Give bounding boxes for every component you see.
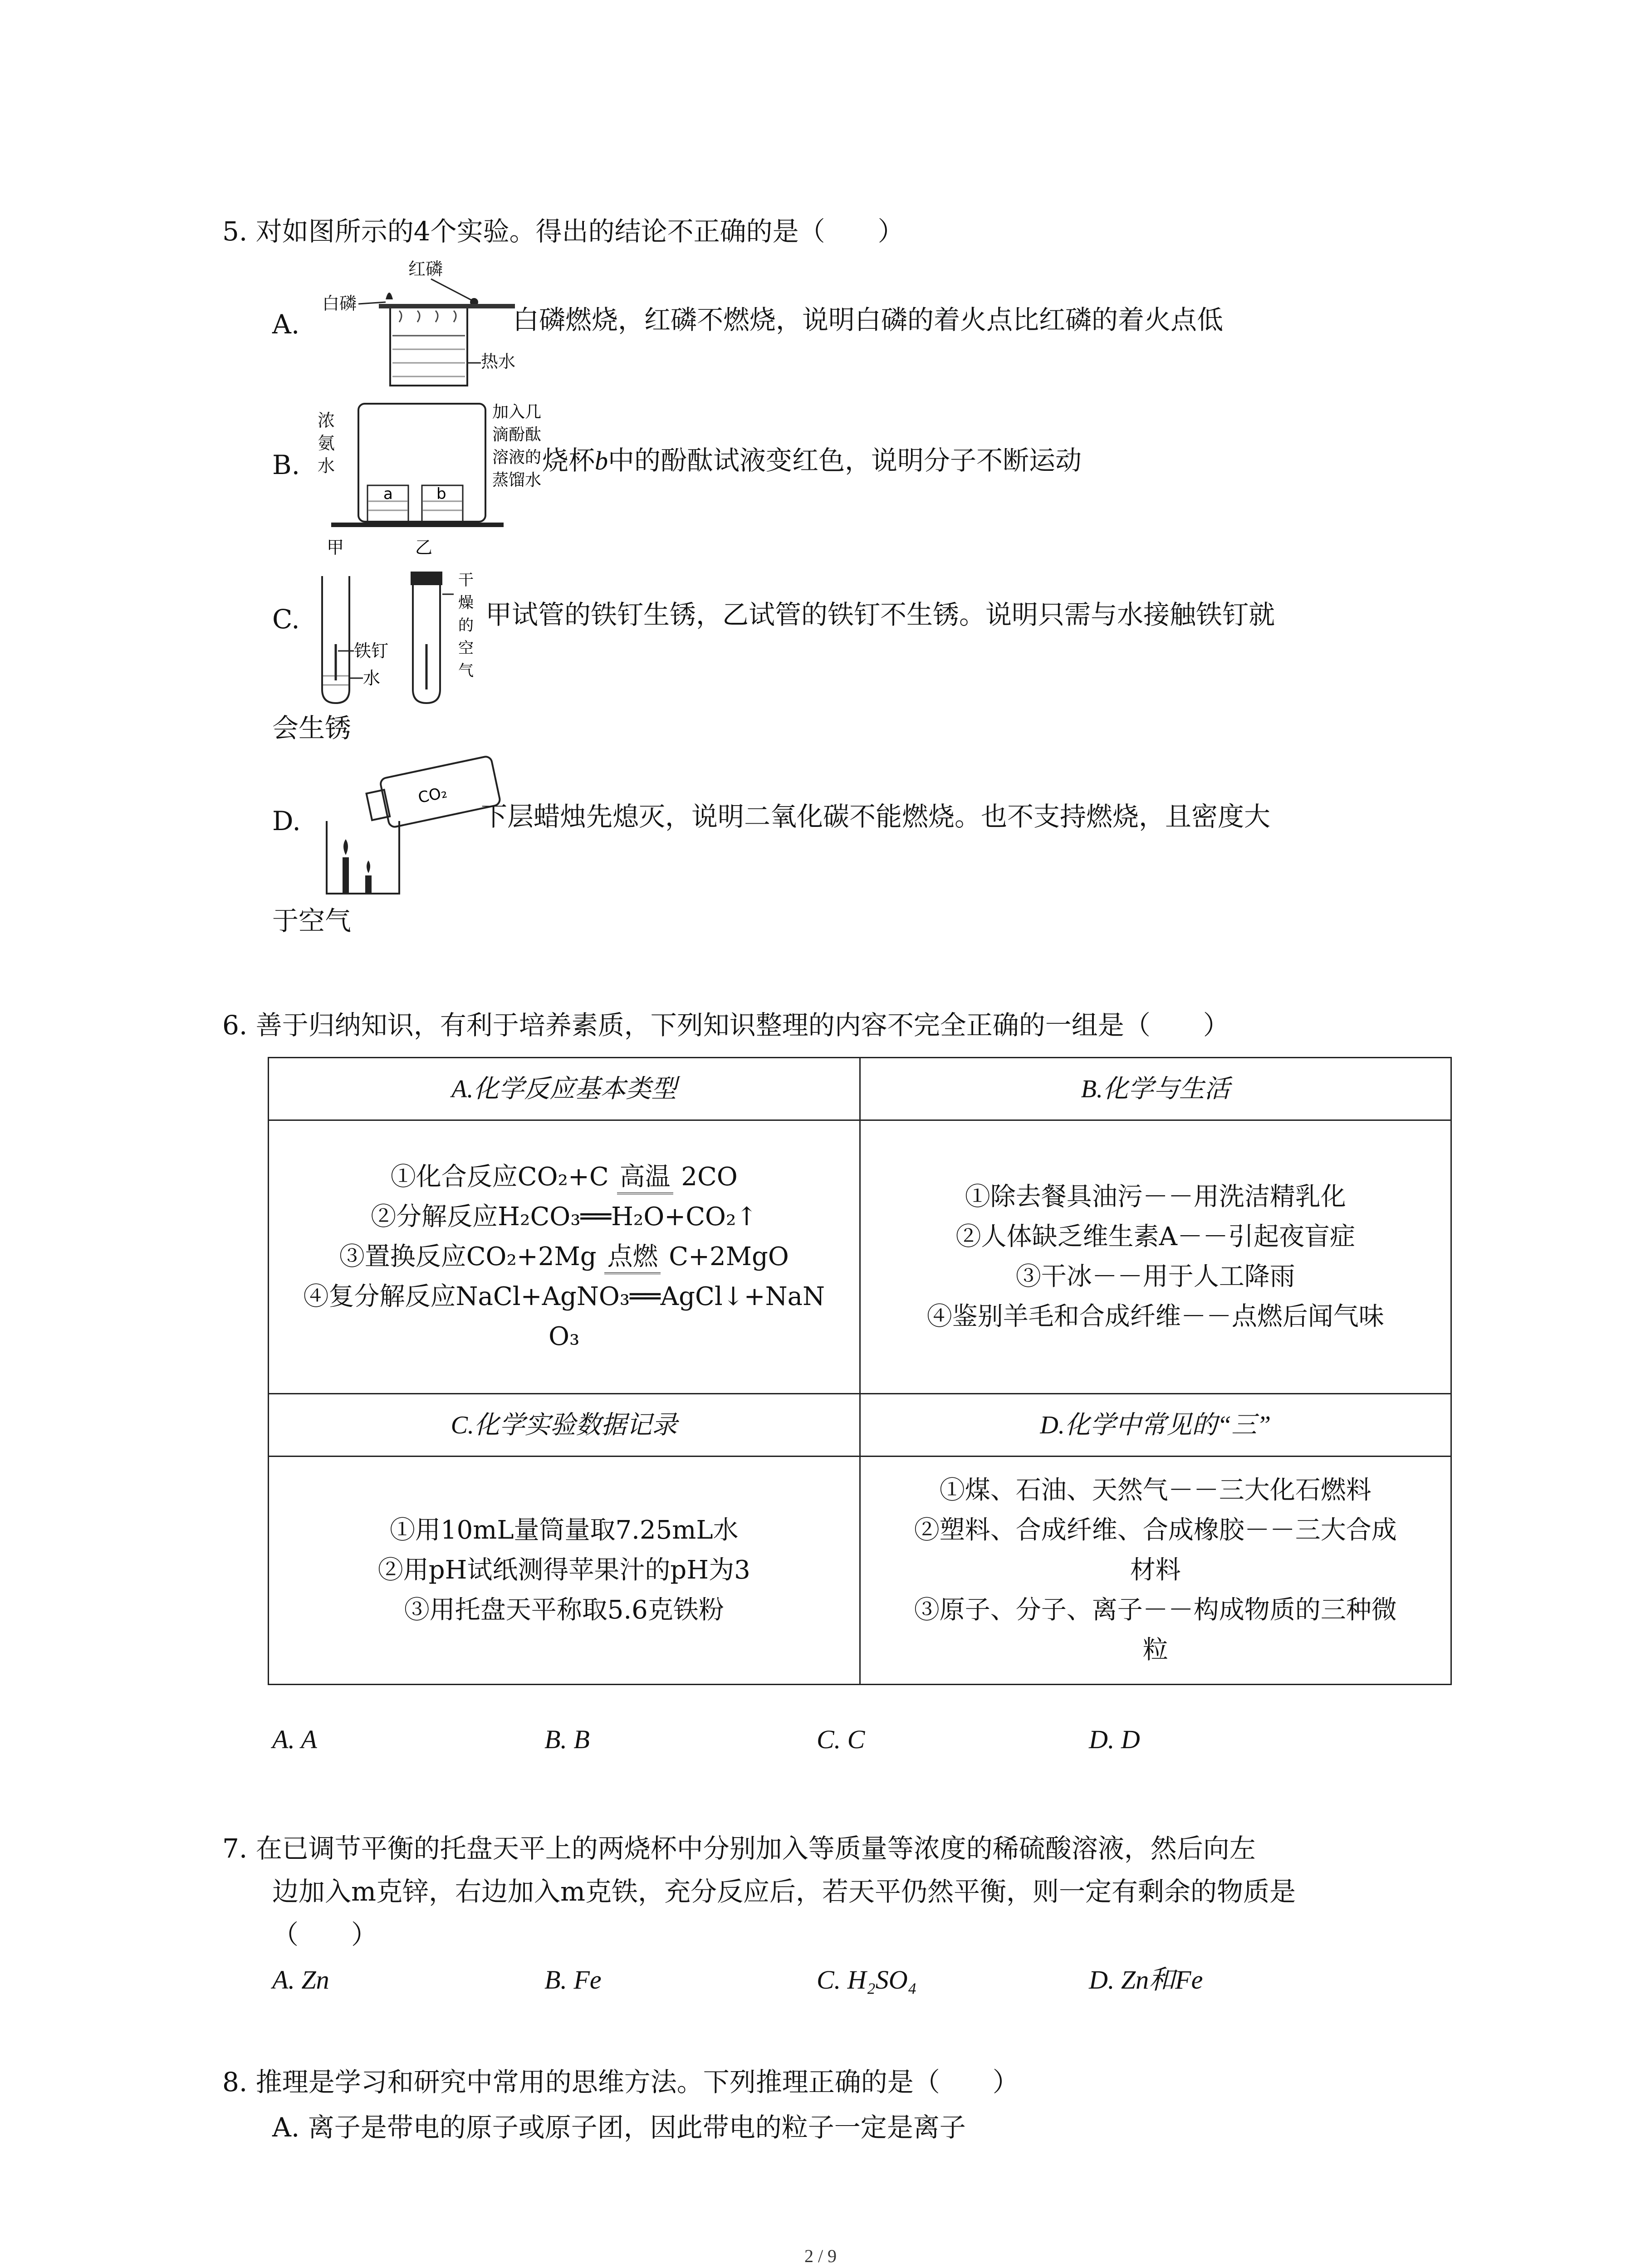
- ammonia-label-2: 氨: [318, 433, 335, 453]
- table-b-line-4: ④鉴别羊毛和合成纤维－－点燃后闻气味: [926, 1302, 1384, 1331]
- table-a1-condition: 高温: [619, 1162, 671, 1192]
- table-c-line-1: ①用10mL量筒量取7.25mL水: [389, 1515, 739, 1545]
- table-a1-formula: ①化合反应CO₂+C: [390, 1162, 609, 1192]
- ammonia-label-1: 浓: [318, 411, 335, 430]
- q7-line-2: 边加入m克锌，右边加入m克铁，充分反应后，若天平仍然平衡，则一定有剩余的物质是: [272, 1876, 1296, 1907]
- table-a3-product: C+2MgO: [669, 1242, 789, 1271]
- table-a1-product: 2CO: [681, 1162, 738, 1192]
- added-label-4: 蒸馏水: [492, 471, 542, 489]
- q5-option-d-cont: 于空气: [272, 905, 352, 936]
- dry-air-label-3: 的: [458, 616, 474, 635]
- beaker-a-label: a: [383, 485, 393, 503]
- table-a-line-2: ②分解反应H₂CO₃══H₂O+CO₂↑: [371, 1202, 758, 1232]
- table-head-d: D.化学中常见的“三”: [860, 1394, 1451, 1457]
- table-b-line-1: ①除去餐具油污－－用洗洁精乳化: [965, 1182, 1346, 1212]
- q7-option-b: B. Fe: [544, 1965, 602, 1994]
- dry-air-label-4: 空: [458, 639, 474, 657]
- dry-air-label-1: 干: [458, 571, 474, 589]
- iron-nail-label: 铁钉: [354, 641, 389, 661]
- q7-option-a: A. Zn: [272, 1965, 329, 1994]
- q5-option-c-cont: 会生锈: [272, 713, 352, 743]
- q5-option-b-var: b: [595, 446, 608, 475]
- table-b-line-3: ③干冰－－用于人工降雨: [1015, 1262, 1295, 1291]
- q6-option-c: C. C: [817, 1725, 865, 1754]
- table-cell-b: [860, 1120, 1451, 1394]
- q7-line-1: 7. 在已调节平衡的托盘天平上的两烧杯中分别加入等质量等浓度的稀硫酸溶液，然后向左: [222, 1833, 1256, 1864]
- candle-co2-figure: [313, 753, 499, 903]
- table-b-line-2: ②人体缺乏维生素A－－引起夜盲症: [955, 1222, 1355, 1251]
- water-label: 水: [363, 668, 381, 688]
- table-head-a: A.化学反应基本类型: [269, 1058, 860, 1120]
- added-label-3: 溶液的: [492, 448, 542, 467]
- table-c-line-3: ③用托盘天平称取5.6克铁粉: [404, 1595, 724, 1625]
- white-phosphorus-figure: [318, 259, 516, 399]
- ammonia-diffusion-figure: [318, 399, 544, 562]
- q8-option-a: A. 离子是带电的原子或原子团，因此带电的粒子一定是离子: [272, 2112, 966, 2143]
- ammonia-label-3: 水: [318, 456, 335, 476]
- table-d-line-3b: 粒: [1142, 1635, 1168, 1665]
- q5-option-b-text: [542, 442, 1082, 479]
- q5-option-c-label: C.: [272, 604, 300, 635]
- reaction-condition-high-temp: [617, 1157, 673, 1197]
- table-cell-a: [269, 1120, 860, 1394]
- co2-bottle-label: CO₂: [416, 783, 449, 807]
- table-a3-condition: 点燃: [607, 1242, 658, 1271]
- q8-stem: 8. 推理是学习和研究中常用的思维方法。下列推理正确的是（ ）: [222, 2067, 1019, 2097]
- red-phosphorus-label: 红磷: [408, 259, 443, 279]
- reaction-condition-ignite: [604, 1237, 661, 1277]
- added-label-1: 加入几: [492, 403, 542, 421]
- label-jia: 甲: [327, 538, 344, 557]
- beaker-b-label: b: [436, 485, 446, 503]
- q5-option-a-text: 白磷燃烧，红磷不燃烧，说明白磷的着火点比红磷的着火点低: [513, 304, 1224, 335]
- q5-option-b-text-1: 烧杯: [542, 445, 595, 476]
- q7-option-d: D. Zn和Fe: [1089, 1965, 1203, 1994]
- q5-option-d-text: 下层蜡烛先熄灭，说明二氧化碳不能燃烧。也不支持燃烧，且密度大: [481, 801, 1271, 832]
- table-head-b: B.化学与生活: [860, 1058, 1451, 1120]
- added-label-2: 滴酚酞: [492, 425, 542, 444]
- q5-option-b-text-2: 中的酚酞试液变红色，说明分子不断运动: [608, 445, 1082, 476]
- white-phosphorus-label: 白磷: [322, 293, 357, 313]
- q7-option-c: C. H₂SO₄: [817, 1965, 917, 1994]
- q6-stem: 6. 善于归纳知识，有利于培养素质，下列知识整理的内容不完全正确的一组是（ ）: [222, 1010, 1230, 1041]
- table-a-line-4b: O₃: [549, 1322, 580, 1351]
- q5-option-a-label: A.: [272, 309, 300, 340]
- q5-stem: 5. 对如图所示的4个实验。得出的结论不正确的是（ ）: [222, 216, 904, 247]
- table-a-line-3: [280, 1237, 848, 1277]
- table-d-line-3: ③原子、分子、离子－－构成物质的三种微: [914, 1595, 1397, 1625]
- page-number: 2 / 9: [804, 2246, 837, 2266]
- table-c-line-2: ②用pH试纸测得苹果汁的pH为3: [377, 1555, 750, 1585]
- q5-option-c-text: 甲试管的铁钉生锈，乙试管的铁钉不生锈。说明只需与水接触铁钉就: [485, 599, 1275, 630]
- table-a-line-1: [280, 1157, 848, 1197]
- dry-air-label-5: 气: [458, 662, 474, 680]
- q7-line-3: （ ）: [272, 1919, 378, 1950]
- knowledge-table: [268, 1057, 1452, 1685]
- q6-option-a: A. A: [272, 1725, 317, 1754]
- table-cell-c: [269, 1457, 860, 1685]
- table-head-c: C.化学实验数据记录: [269, 1394, 860, 1457]
- q6-option-b: B. B: [544, 1725, 590, 1754]
- q5-option-d-label: D.: [272, 806, 301, 836]
- q5-option-b-label: B.: [272, 450, 300, 480]
- q6-option-d: D. D: [1089, 1725, 1140, 1754]
- label-yi: 乙: [415, 538, 433, 557]
- hot-water-label: 热水: [481, 352, 516, 371]
- iron-nail-figure: [313, 567, 495, 708]
- dry-air-label-2: 燥: [458, 594, 474, 612]
- table-a-line-4: ④复分解反应NaCl+AgNO₃══AgCl↓+NaN: [303, 1282, 825, 1311]
- table-cell-d: [860, 1457, 1451, 1685]
- table-d-line-1: ①煤、石油、天然气－－三大化石燃料: [939, 1476, 1372, 1505]
- table-a3-formula: ③置换反应CO₂+2Mg: [339, 1242, 597, 1271]
- table-d-line-2: ②塑料、合成纤维、合成橡胶－－三大合成: [914, 1515, 1397, 1545]
- table-d-line-2b: 材料: [1130, 1555, 1181, 1585]
